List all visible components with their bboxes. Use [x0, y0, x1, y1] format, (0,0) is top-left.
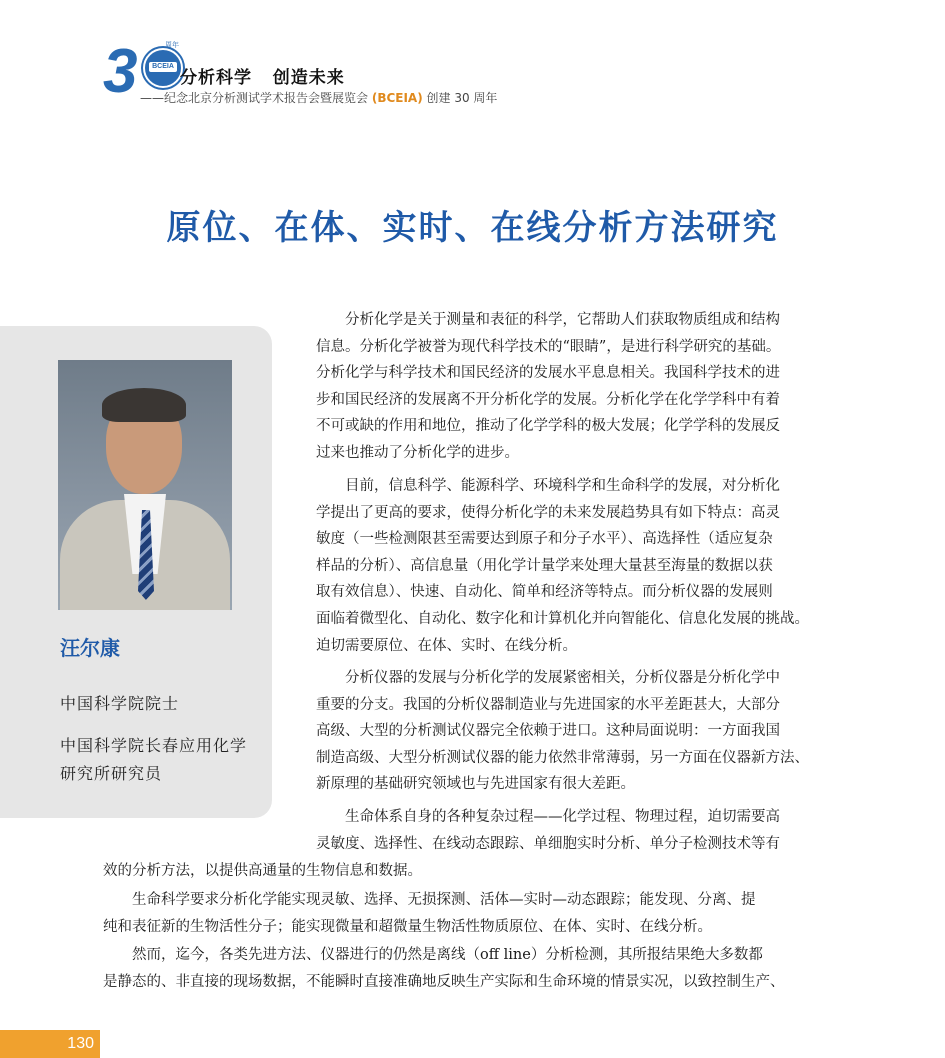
subtitle-bceia: (BCEIA)	[371, 91, 423, 105]
article-title: 原位、在体、实时、在线分析方法研究	[166, 208, 779, 248]
author-affiliation-1: 中国科学院院士	[60, 694, 180, 713]
paragraph-2: 目前，信息科学、能源科学、环境科学和生命科学的发展，对分析化 学提出了更高的要求，使得分析化学的未来发展趋势具有如下特点：高灵 敏度（一些检测限甚至需要达到原子和分子水平）、高选择性（适应复杂 样品的分析）、高信息量（用化学计量学来处理大量甚至海量的数据以获 取有效信息）、快速、自动化、简单和经济等特点。而分析仪器的发展则 面临着微型化、自动化、数字化和计算机化并向智能化、信息化发展的挑战。 迫切需要原位、在体、实时、在线分析。	[316, 478, 809, 654]
subtitle-prefix: ——纪念北京分析测试学术报告会暨展览会	[140, 91, 372, 105]
page-number: 130	[0, 1030, 100, 1058]
author-affiliation-2: 中国科学院长春应用化学研究所研究员	[60, 736, 248, 783]
paragraph-3: 分析仪器的发展与分析化学的发展紧密相关，分析仪器是分析化学中 重要的分支。我国的分析仪器制造业与先进国家的水平差距甚大，大部分 高级、大型的分析测试仪器完全依赖于进口。这种局面说明：一方面我国 制造高级、大型分析测试仪器的能力依然非常薄弱，另一方面在仪器新方法、 新原理的基础研究领域也与先进国家有很大差距。	[316, 670, 809, 793]
paragraph-6: 然而，迄今，各类先进方法、仪器进行的仍然是离线（off line）分析检测，其所报结果绝大多数都 是静态的、非直接的现场数据，不能瞬时直接准确地反映生产实际和生命环境的情景实况，以致控制生产、	[103, 947, 785, 990]
subtitle-suffix: 创建 30 周年	[422, 91, 498, 105]
logo-badge: BCEIA	[149, 62, 177, 72]
author-photo	[58, 360, 232, 610]
paragraph-4: 生命体系自身的各种复杂过程——化学过程、物理过程，迫切需要高 灵敏度、选择性、在线动态跟踪、单细胞实时分析、单分子检测技术等有	[316, 809, 780, 852]
header-slogan: 分析科学 创造未来	[180, 68, 345, 88]
globe-icon	[143, 48, 183, 88]
paragraph-5: 生命科学要求分析化学能实现灵敏、选择、无损探测、活体—实时—动态跟踪；能发现、分离、提 纯和表征新的生物活性分子；能实现微量和超微量生物活性物质原位、在体、实时、在线分析。	[103, 892, 756, 935]
header-subtitle	[140, 89, 497, 106]
paragraph-1: 分析化学是关于测量和表征的科学，它帮助人们获取物质组成和结构 信息。分析化学被誉为现代科学技术的“眼睛”，是进行科学研究的基础。 分析化学与科学技术和国民经济的发展水平息息相关。我国科学技术的进 步和国民经济的发展离不开分析化学的发展。分析化学在化学学科中有着 不可或缺的作用和地位，推动了化学学科的极大发展；化学学科的发展反 过来也推动了分析化学的进步。	[316, 312, 781, 461]
author-name: 汪尔康	[60, 636, 120, 660]
logo-anniversary-label: 周年	[165, 42, 179, 49]
paragraph-4-tail: 效的分析方法，以提供高通量的生物信息和数据。	[103, 863, 422, 879]
logo-number: 3	[103, 37, 138, 106]
